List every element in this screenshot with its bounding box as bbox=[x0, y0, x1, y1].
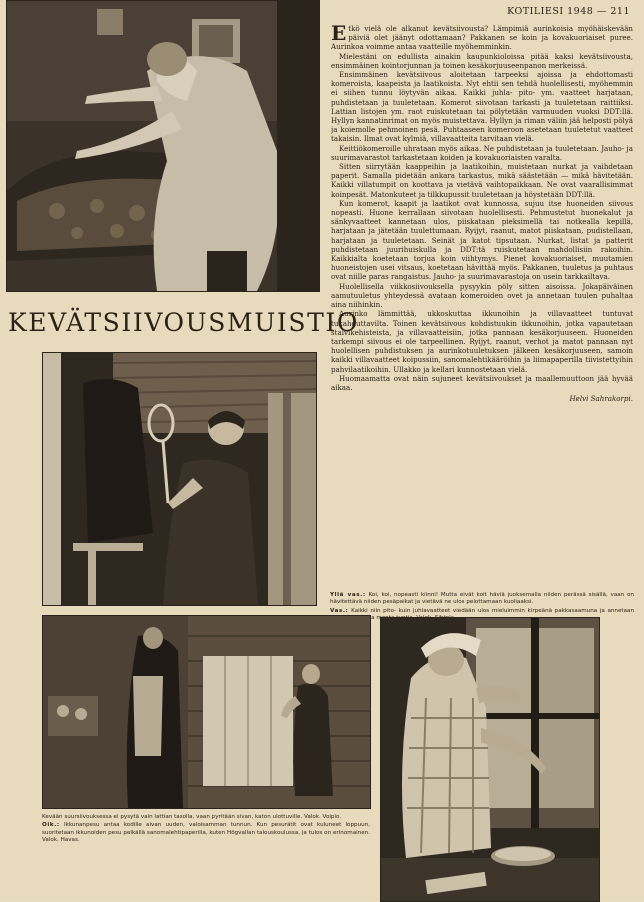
article-body bbox=[331, 24, 633, 588]
author-signature: Helvi Sahrakorpi. bbox=[569, 394, 633, 404]
page-header: KOTILIESI 1948 — 211 bbox=[507, 6, 630, 17]
caption-window-washing: Oik.: Ikkunanpesu antaa kodille aivan uuden, valoisamman tunnun. Kun pesurätit ovat kuluneet loppuun, suoritetaan ikkunoiden pesu pelkällä sanomalehtipaperilla, kuten Högvallan talouskoulussa, ja tulos on erinomainen. Valok. Havas. bbox=[42, 822, 370, 843]
paragraph-8: Aurinko lämmittää, ukkoskuttaa ikkunoihin ja villavaatteet tuntuvat tukahduttavilta. Toinen kevätsiivous kohdistuukin ikkunoihin, jotka vapautetaan stalvikehisteista, ja villavaatteisiin, jotka pannaan kesäkorjuuseen. Huoneiden tarkempi siivous ei ole tarpeellinen. Ryijyt, raanut, verhot ja matot pannaan nyt huolellisen puhdistuksen ja aurinkotuuletuksen jälkeen kesäkorjuuseen, samoin kaikki villavaatteet koipussiin, sanomalehtikääröihin ja liimapaperilla tiivistettyihin pahvilaatikoihin. Ullakko ja kellari kunnostetaan vielä. bbox=[331, 309, 633, 374]
paragraph-4: Keittiökomeroille uhrataan myös aikaa. Ne puhdistetaan ja tuuletetaan. Jauho- ja suurimavarastot tarkastetaan koiden ja kovakuoriaisten varalta. bbox=[331, 143, 633, 162]
paragraph-7: Huolellisella viikkosiivouksella pysyykin pöly sitten aisoissa. Jokapäiväinen aamutuuletus yhteydessä avataan komeroiden ovet ja annetaan tuulen puhaltaa aina niihinkin. bbox=[331, 281, 633, 310]
caption-middle-photo: Vas.: Kaikki niin pito- kuin juhlavaatteet viedään ulos mieluimmin kirpeänä pakkasaamuna ja annetaan bbox=[330, 607, 634, 614]
paragraph-3: Ensimmäinen kevätsiivous aloitetaan tarpeeksi ajoissa ja ehdottomasti komeroista, kaapeista ja laatikoista. Nyt ehtii sen tehdä huolellisesti, myöhemmin ei siihen tunnu löytyvän aikaa. Kaikki juhla- pito- ym. vaatteet harjataan, puhdistetaan ja tuuletetaan. Komerot siivotaan tarkasti ja tuuletetaan raittiiksi. Lattian listojen ym. raot ruiskutetaan tai pölytetään varmuuden vuoksi DDT:llä. Hyllyn kannatinrimat on myös muistettava. Hyllyn ja riman väliin jää helposti pölyä ja koiemolle pehmoinen pesä. Puhtaaseen komeroon asetetaan tuuletetut vaatteet takaisin. Ilmat ovat kylmiä, villavaatteita tarvitaan vielä. bbox=[331, 70, 633, 144]
caption-cleaning-wall: Kevään suursiivouksessa ei pysytä vain lattian tasolla, vaan pyritään sivan, katon ulottuville. Valok. Voipio. bbox=[42, 814, 342, 820]
photo-cleaning-wall bbox=[42, 615, 371, 809]
photo-woman-at-sofa bbox=[6, 0, 320, 292]
photo-balcony-clothes bbox=[42, 352, 317, 606]
caption-bottom-left bbox=[42, 814, 370, 894]
caption-top-photo: Yllä vas.: Koi, koi, nopeasti kiinni! Mutta eivät koit häviä juoksemalla niiden perässä sisällä, vaan on hävitettävä niiden pesäpaikat ja vietävä ne ulos pelottamaan kuoliaaksi. bbox=[330, 592, 634, 606]
paragraph-2: Mielestäni on edullista ainakin kaupunkioloissa pitää kaksi kevätsiivousta, ensimmäinen kointorjunnan ja toinen kesäkorjuuseenpanon merkeissä. bbox=[331, 51, 633, 70]
article-title: KEVÄTSIIVOUSMUISTIO bbox=[8, 308, 359, 337]
photo-window-washing bbox=[380, 617, 600, 902]
paragraph-9: Huomaamatta ovat näin sujuneet kevätsiivoukset ja maallemuuttoon jää hyvää aikaa. bbox=[331, 373, 633, 392]
drop-cap: E bbox=[331, 24, 347, 45]
paragraph-1: Etkö vielä ole alkanut kevätsiivousta? Lämpimiä aurinkoisia myöhäiskevään päiviä olet jäänyt odottamaan? Pakkanen se koin ja kovakuoriaiset puree. Aurinkoa voimme antaa vaatteille myöhemminkin. bbox=[331, 24, 633, 52]
paragraph-6: Kun komerot, kaapit ja laatikot ovat kunnossa, sujuu itse huoneiden siivous nopeasti. Huone kerrallaan siivotaan huolellisesti. Pehmustetut huonekalut ja sänkyvaatteet kannetaan ulos, piiskataan pieksimellä tai notkealla kepillä, harjataan ja jätetään tuulettumaan. Ryijyt, raanut, matot piiskataan, pudistellaan, harjataan ja tuuletetaan. Seinät ja katot tipsutaan. Nurkat, listat ja patterit puhdistetaan juurihuiskulla ja DDT:tä ruiskutetaan mahdollisiin rakoihin. Kaikkialta koetetaan torjua koin viihtymys. Pienet kovakuoriaiset, muutamien huoneistojen usei vitsaus, koetetaan hävittää myös. Pakkanen, tuuletus ja puhtaus ovat niille paras rangaistus. Jauho- ja suurimavarastoja on usein tarkkailtava. bbox=[331, 198, 633, 282]
paragraph-5: Sitten siirrytään kaappeihin ja laatikoihin, muistetaan nurkat ja vaihdetaan paperit. Samalla pidetään ankara tarkastus, mikä säästetään — mikä hävitetään. Kaikki villatumpit on koottava ja vietävä vaihtopaikkaan. Ne ovat vaarallisimmat koinpesät. Matonkuteet ja tilkkupussit tuuletetaan ja höystetään DDT:llä. bbox=[331, 162, 633, 199]
